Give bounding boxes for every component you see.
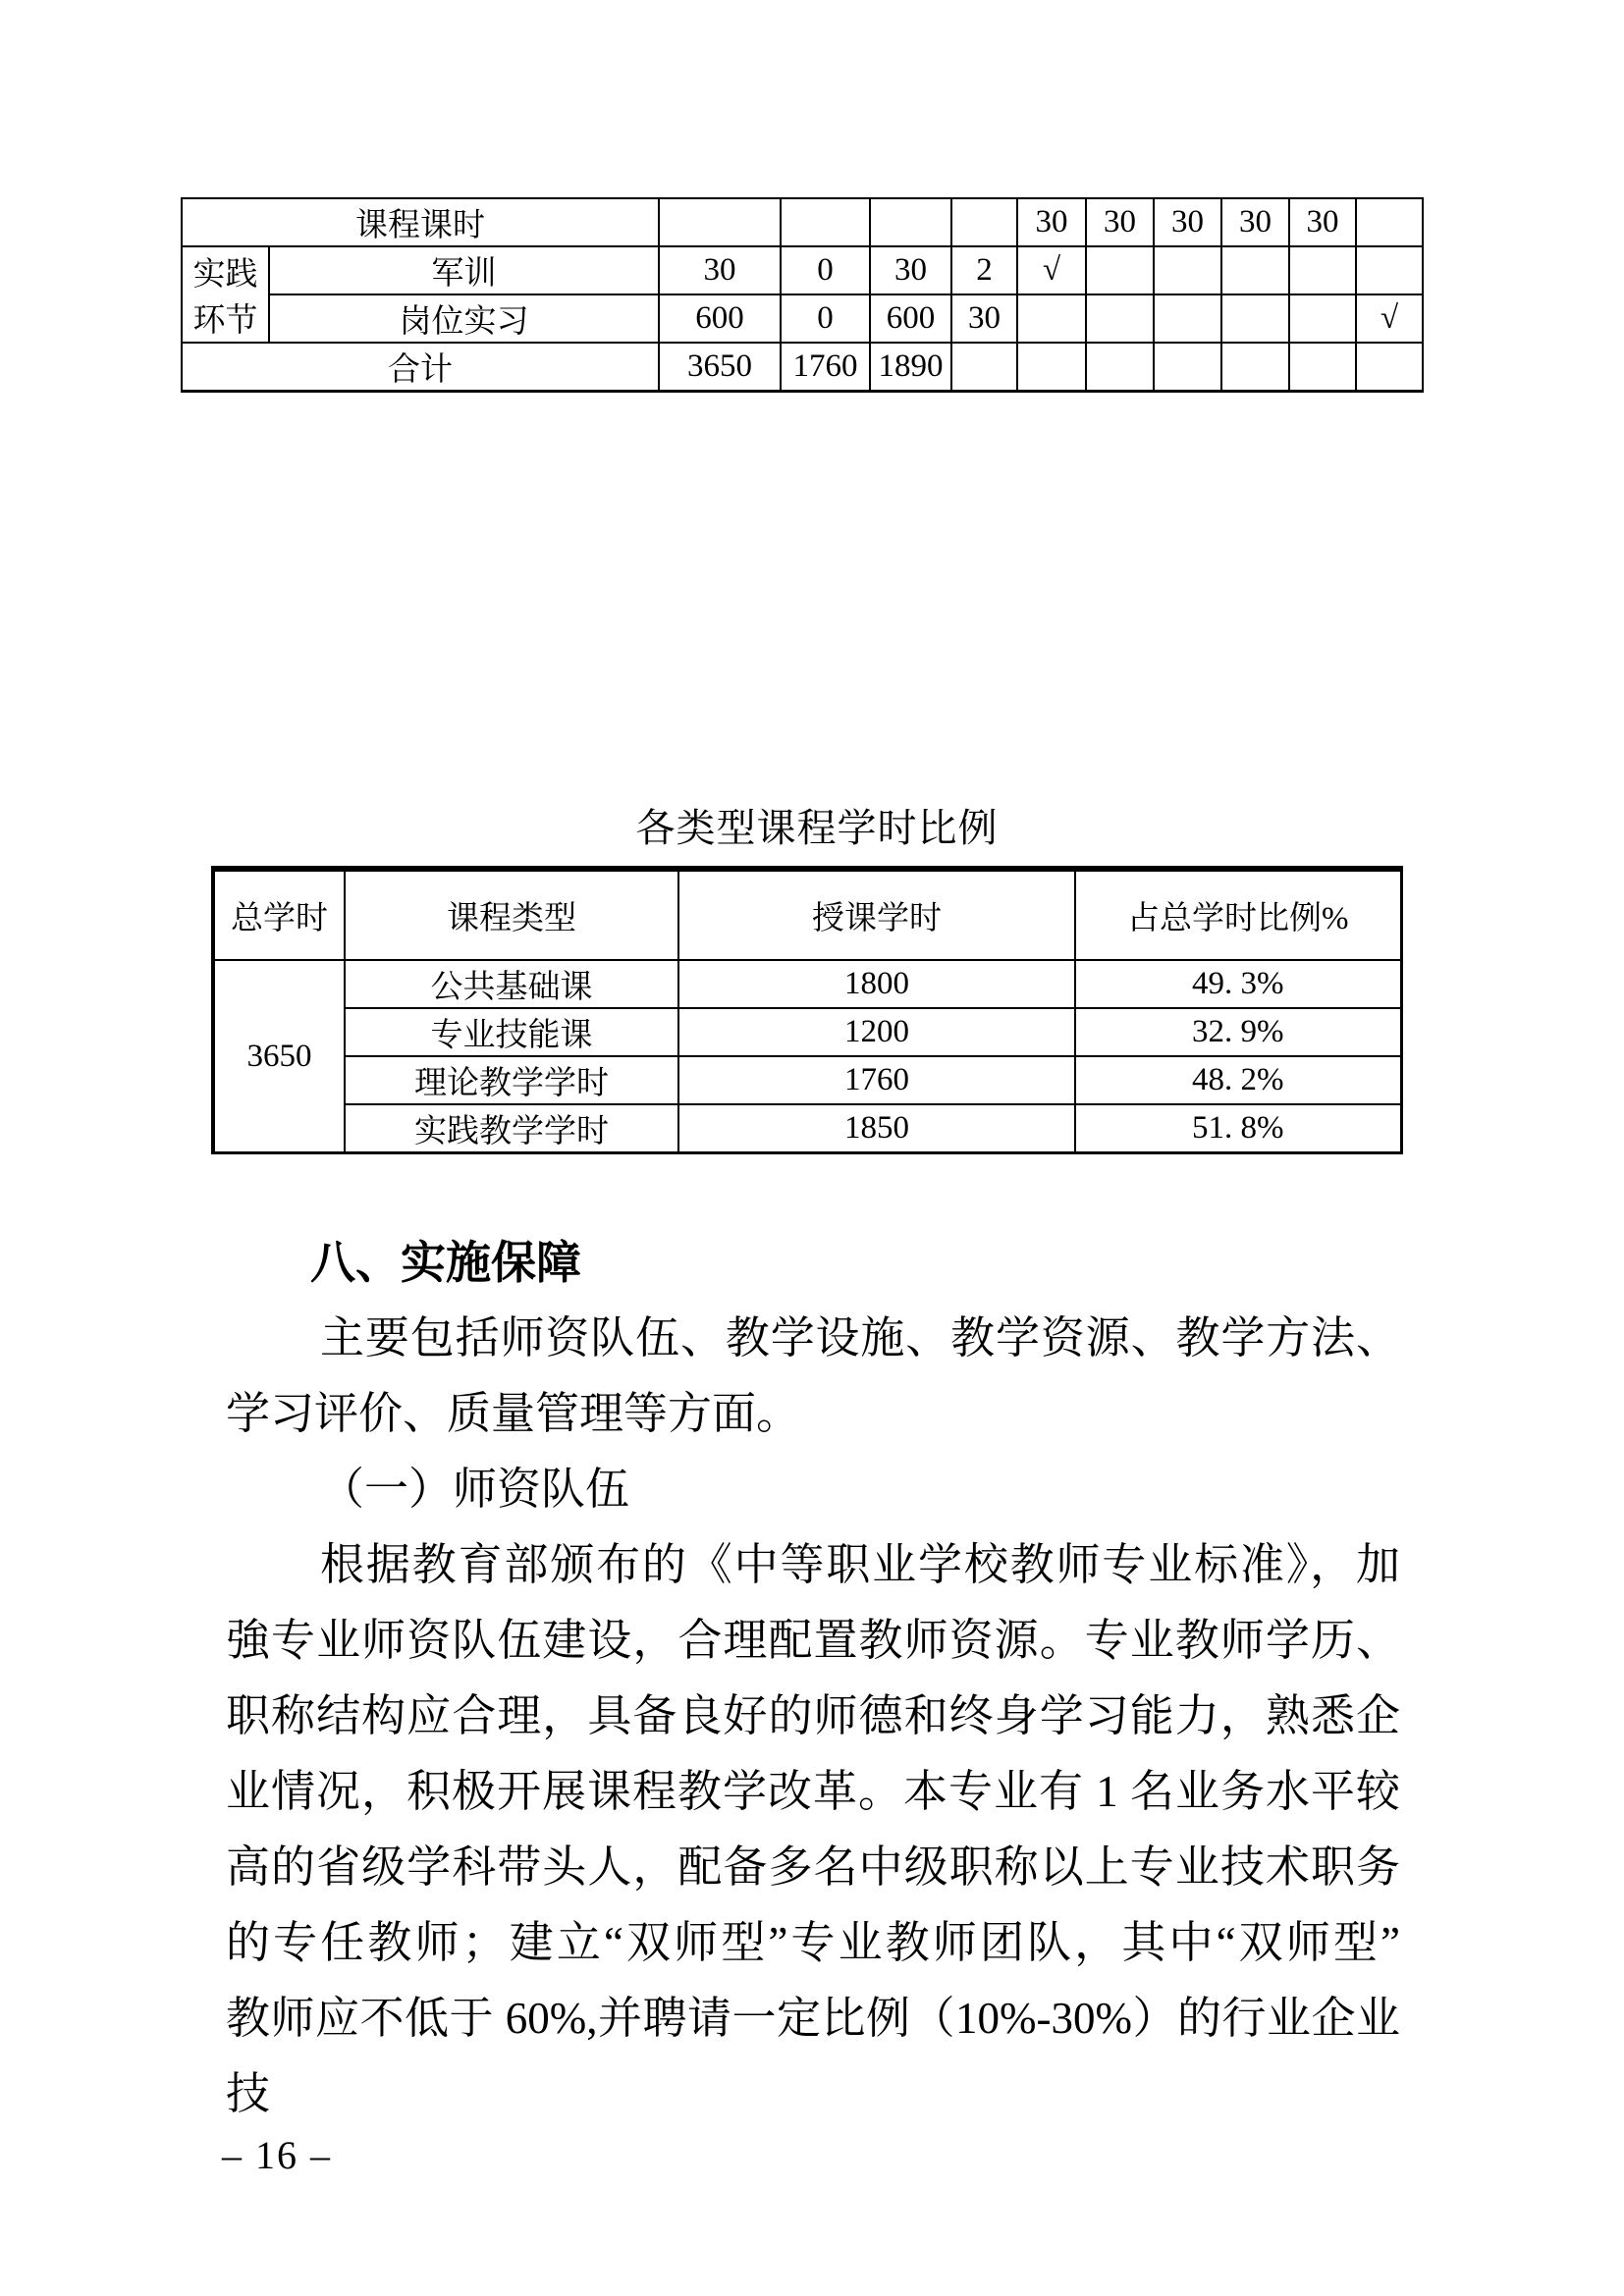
cell-empty <box>1086 343 1154 392</box>
cell-practice-total: 1890 <box>870 343 951 392</box>
header-course-type: 课程类型 <box>345 869 678 960</box>
cell-hours: 1200 <box>678 1008 1075 1056</box>
cell-credits: 2 <box>951 246 1017 294</box>
cell-empty <box>659 198 781 246</box>
practice-label-line2: 环节 <box>192 303 258 339</box>
section-title: 各类型课程学时比例 <box>635 806 999 850</box>
cell-empty <box>1356 246 1423 294</box>
header-teaching-hours: 授课学时 <box>678 869 1075 960</box>
cell-empty <box>951 343 1017 392</box>
cell-hours: 1760 <box>678 1056 1075 1104</box>
subsection-heading: （一）师资队伍 <box>320 1465 630 1514</box>
cell-empty <box>1221 294 1289 343</box>
table-row-course-hours <box>182 198 1423 246</box>
page-number: – 16 – <box>222 2133 332 2177</box>
cell-course-hours-label: 课程课时 <box>182 198 659 246</box>
text-line: 学习评价、质量管理等方面。 <box>226 1389 801 1438</box>
cell-empty <box>781 198 870 246</box>
cell-empty <box>870 198 951 246</box>
cell-percentage: 32. 9% <box>1075 1008 1401 1056</box>
table-row <box>213 1104 1401 1153</box>
cell-empty <box>1017 343 1086 392</box>
text-line: 职称结构应合理，具备良好的师德和终身学习能力，熟悉企 <box>226 1691 1400 1740</box>
cell-empty <box>1356 198 1423 246</box>
body-text <box>226 1225 1400 2132</box>
cell-empty <box>1289 343 1356 392</box>
cell-empty <box>1086 294 1154 343</box>
cell-week-hours: 30 <box>1289 198 1356 246</box>
header-percentage: 占总学时比例% <box>1075 869 1401 960</box>
cell-empty <box>951 198 1017 246</box>
cell-empty <box>1086 246 1154 294</box>
cell-practice: 600 <box>870 294 951 343</box>
cell-theory-total: 1760 <box>781 343 870 392</box>
cell-check-mark: √ <box>1017 246 1086 294</box>
table-row <box>213 1008 1401 1056</box>
cell-course-type: 实践教学学时 <box>345 1104 678 1153</box>
cell-empty <box>1154 343 1221 392</box>
text-line: 根据教育部颁布的《中等职业学校教师专业标准》，加 <box>320 1540 1400 1589</box>
cell-grand-total: 3650 <box>659 343 781 392</box>
cell-course-type: 专业技能课 <box>345 1008 678 1056</box>
practice-schedule-table <box>181 197 1424 393</box>
text-line: 的专任教师；建立“双师型”专业教师团队，其中“双师型” <box>226 1918 1400 1967</box>
course-hours-ratio-table <box>211 866 1403 1154</box>
cell-course-type: 公共基础课 <box>345 960 678 1008</box>
header-total-hours: 总学时 <box>213 869 345 960</box>
cell-empty <box>1289 294 1356 343</box>
cell-total: 600 <box>659 294 781 343</box>
cell-week-hours: 30 <box>1221 198 1289 246</box>
text-line: 強专业师资队伍建设，合理配置教师资源。专业教师学历、 <box>226 1616 1400 1665</box>
cell-theory: 0 <box>781 246 870 294</box>
table-header-row <box>213 869 1401 960</box>
cell-hours: 1800 <box>678 960 1075 1008</box>
cell-credits: 30 <box>951 294 1017 343</box>
table-row-military-training <box>182 246 1423 294</box>
cell-empty <box>1356 343 1423 392</box>
cell-empty <box>1221 246 1289 294</box>
text-line: 主要包括师资队伍、教学设施、教学资源、教学方法、 <box>320 1313 1400 1362</box>
table-row-total <box>182 343 1423 392</box>
cell-empty <box>1017 294 1086 343</box>
cell-week-hours: 30 <box>1154 198 1221 246</box>
cell-percentage: 49. 3% <box>1075 960 1401 1008</box>
cell-week-hours: 30 <box>1086 198 1154 246</box>
cell-hours: 1850 <box>678 1104 1075 1153</box>
cell-total-label: 合计 <box>182 343 659 392</box>
cell-empty <box>1289 246 1356 294</box>
practice-label-line1: 实践 <box>192 257 258 293</box>
section-heading: 八、实施保障 <box>310 1237 581 1288</box>
cell-empty <box>1154 294 1221 343</box>
cell-empty <box>1154 246 1221 294</box>
cell-week-hours: 30 <box>1017 198 1086 246</box>
cell-course-name: 军训 <box>269 246 659 294</box>
cell-total-hours: 3650 <box>213 960 345 1153</box>
cell-total: 30 <box>659 246 781 294</box>
cell-percentage: 48. 2% <box>1075 1056 1401 1104</box>
cell-course-type: 理论教学学时 <box>345 1056 678 1104</box>
table-row-post-internship <box>182 294 1423 343</box>
cell-empty <box>1221 343 1289 392</box>
text-line: 高的省级学科带头人，配备多名中级职称以上专业技术职务 <box>226 1842 1400 1892</box>
cell-theory: 0 <box>781 294 870 343</box>
text-line: 业情况，积极开展课程教学改革。本专业有 1 名业务水平较 <box>226 1767 1400 1816</box>
cell-practice-module-label <box>182 246 269 343</box>
text-line: 教师应不低于 60%,并聘请一定比例（10%-30%）的行业企业技 <box>226 1994 1400 2118</box>
table-row <box>213 1056 1401 1104</box>
cell-percentage: 51. 8% <box>1075 1104 1401 1153</box>
cell-check-mark: √ <box>1356 294 1423 343</box>
table-row <box>213 960 1401 1008</box>
cell-practice: 30 <box>870 246 951 294</box>
cell-course-name: 岗位实习 <box>269 294 659 343</box>
